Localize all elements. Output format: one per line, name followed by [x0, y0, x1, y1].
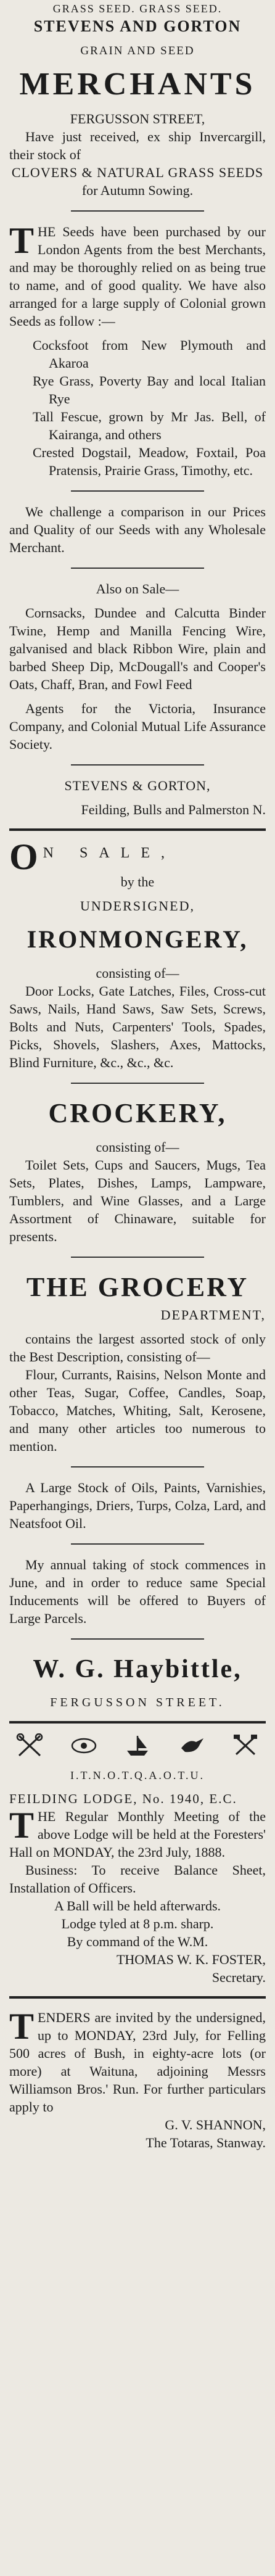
trade-line: GRAIN AND SEED: [80, 44, 195, 57]
haybittle-ad: [9, 836, 266, 1711]
seed-item: Cocksfoot from New Plymouth and Akaroa: [33, 337, 266, 371]
autumn-line: for Autumn Sowing.: [81, 183, 194, 198]
newspaper-page: [9, 0, 266, 2152]
crockery-items: Toilet Sets, Cups and Saucers, Mugs, Tea Sets, Plates, Dishes, Lamps, Lampware, Tumblers, and Wine Glasses, and a Large Assortment of Chinaware, suitable for presents.: [9, 1157, 266, 1244]
grocery-items: Flour, Currants, Raisins, Nelson Monte and other Teas, Sugar, Coffee, Candles, Soap, Tobacco, Matches, Whiting, Salt, Kerosene, and many other articles too numerous to mention.: [9, 1367, 266, 1454]
lodge-command: By command of the W.M.: [67, 1934, 208, 1949]
sale-item: Agents for the Victoria, Insurance Company, and Colonial Mutual Life Assurance Society.: [9, 701, 266, 752]
section-divider: [9, 828, 266, 831]
merchants-heading: MERCHANTS: [19, 67, 256, 102]
signoff-firm: STEVENS & GORTON,: [64, 778, 211, 793]
tender-notice: [9, 2008, 266, 2152]
grocery-heading: THE GROCERY: [26, 1272, 249, 1302]
divider: [71, 1466, 204, 1468]
firm-name: STEVENS AND GORTON: [33, 17, 242, 35]
grocery-intro: contains the largest assorted stock of only the Best Description, consisting of—: [9, 1331, 266, 1364]
dropcap: T: [9, 1805, 35, 1846]
on-sale-heading: [9, 836, 266, 877]
seeds-text: HE Seeds have been purchased by our London Agents from the best Merchants, and may be thoroughly relied on as being true to name, and of good quality. We have also arranged for a large supply of Colonial grown Seeds as follow :—: [9, 224, 266, 329]
tender-name: G. V. SHANNON,: [165, 2117, 266, 2132]
tender-paragraph: [9, 2008, 266, 2116]
order-initials: I.T.N.O.T.Q.A.O.T.U.: [70, 1769, 205, 1781]
dropcap: T: [9, 220, 35, 261]
sale-item: Cornsacks, Dundee and Calcutta Binder Twine, Hemp and Manilla Fencing Wire, galvanised and black Ribbon Wire, plain and barbed Sheep Dip, McDougall's and Cooper's Oats, Chaff, Bran, and Fowl Feed: [9, 605, 266, 692]
divider: [71, 1638, 204, 1640]
seeds-heading: CLOVERS & NATURAL GRASS SEEDS: [11, 165, 264, 180]
seed-item: Rye Grass, Poverty Bay and local Italian Rye: [33, 373, 266, 407]
divider: [71, 210, 204, 212]
consisting-of: consisting of—: [96, 965, 179, 981]
tender-text: ENDERS are invited by the undersigned, up to MONDAY, 23rd July, for Felling 500 acres of Bush, in eighty-acre lots (or more) at Waituna, adjoining Messrs Williamson Bros.' Run. For further particulars apply to: [9, 2010, 266, 2115]
crossed-keys-icon: [15, 1733, 44, 1758]
undersigned: UNDERSIGNED,: [80, 898, 195, 914]
open-eye-icon: [70, 1733, 98, 1758]
divider: [71, 490, 204, 492]
section-divider: [9, 1721, 266, 1724]
on-sale-text: N SALE,: [43, 845, 176, 861]
signoff-place: Feilding, Bulls and Palmerston N.: [81, 802, 266, 817]
ironmongery-items: Door Locks, Gate Latches, Files, Cross-cut Saws, Nails, Hand Saws, Saw Sets, Screws, Bolts and Nuts, Carpenters' Tools, Spades, Picks, Shovels, Slashers, Axes, Mattocks, Blind Furniture, &c., &c., &c.: [9, 983, 266, 1070]
dropcap: T: [9, 2006, 35, 2047]
by-the: by the: [120, 874, 155, 890]
divider: [71, 1257, 204, 1258]
section-divider: [9, 1996, 266, 1999]
stocktaking-paragraph: My annual taking of stock commences in June, and in order to reduce same Special Inducements will be offered to Buyers of Large Parcels.: [9, 1557, 266, 1626]
paints-paragraph: A Large Stock of Oils, Paints, Varnishies, Paperhangings, Driers, Turps, Colza, Lard, and Neatsfoot Oil.: [9, 1480, 266, 1531]
challenge-paragraph: We challenge a comparison in our Prices and Quality of our Seeds with any Wholesale Merchant.: [9, 504, 266, 555]
lodge-text: HE Regular Monthly Meeting of the above Lodge will be held at the Foresters' Hall on MONDAY, the 23rd July, 1888.: [9, 1809, 266, 1860]
ironmongery-heading: IRONMONGERY,: [27, 925, 248, 953]
haybittle-signoff: W. G. Haybittle,: [33, 1655, 242, 1683]
seed-list: [9, 336, 266, 479]
seeds-paragraph: [9, 220, 266, 330]
department-line: DEPARTMENT,: [160, 1307, 266, 1323]
crossed-tools-icon: [231, 1733, 260, 1758]
crockery-heading: CROCKERY,: [48, 1098, 227, 1128]
ship-icon: [123, 1733, 152, 1758]
lodge-ball: A Ball will be held afterwards.: [54, 1898, 221, 1913]
emblem-row: [15, 1733, 260, 1758]
lodge-business: Business: To receive Balance Sheet, Installation of Officers.: [9, 1862, 266, 1896]
lodge-notice: [9, 1733, 266, 1986]
stevens-gorton-ad: [9, 1, 266, 819]
lodge-tyled: Lodge tyled at 8 p.m. sharp.: [61, 1916, 214, 1931]
ad-top-line: GRASS SEED. GRASS SEED.: [52, 2, 223, 15]
divider: [71, 764, 204, 766]
lodge-paragraph: [9, 1807, 266, 1861]
divider: [71, 568, 204, 569]
secretary-name: THOMAS W. K. FOSTER,: [116, 1952, 266, 1967]
consisting-of: consisting of—: [96, 1139, 179, 1155]
secretary-title: Secretary.: [211, 1970, 266, 1985]
tender-address: The Totaras, Stanway.: [146, 2135, 266, 2150]
divider: [71, 1083, 204, 1084]
dropcap: O: [9, 836, 38, 877]
intro-paragraph: Have just received, ex ship Invercargill, their stock of: [9, 129, 266, 162]
dove-icon: [178, 1733, 206, 1758]
seed-item: Tall Fescue, grown by Mr Jas. Bell, of Kairanga, and others: [33, 409, 266, 442]
seed-item: Crested Dogstail, Meadow, Foxtail, Poa Pratensis, Prairie Grass, Timothy, etc.: [33, 445, 266, 478]
divider: [71, 1543, 204, 1545]
lodge-name: FEILDING LODGE, No. 1940, E.C.: [9, 1791, 237, 1806]
fergusson-street: FERGUSSON STREET.: [50, 1696, 225, 1709]
also-on-sale: Also on Sale—: [96, 581, 179, 597]
street-line: FERGUSSON STREET,: [70, 111, 205, 126]
